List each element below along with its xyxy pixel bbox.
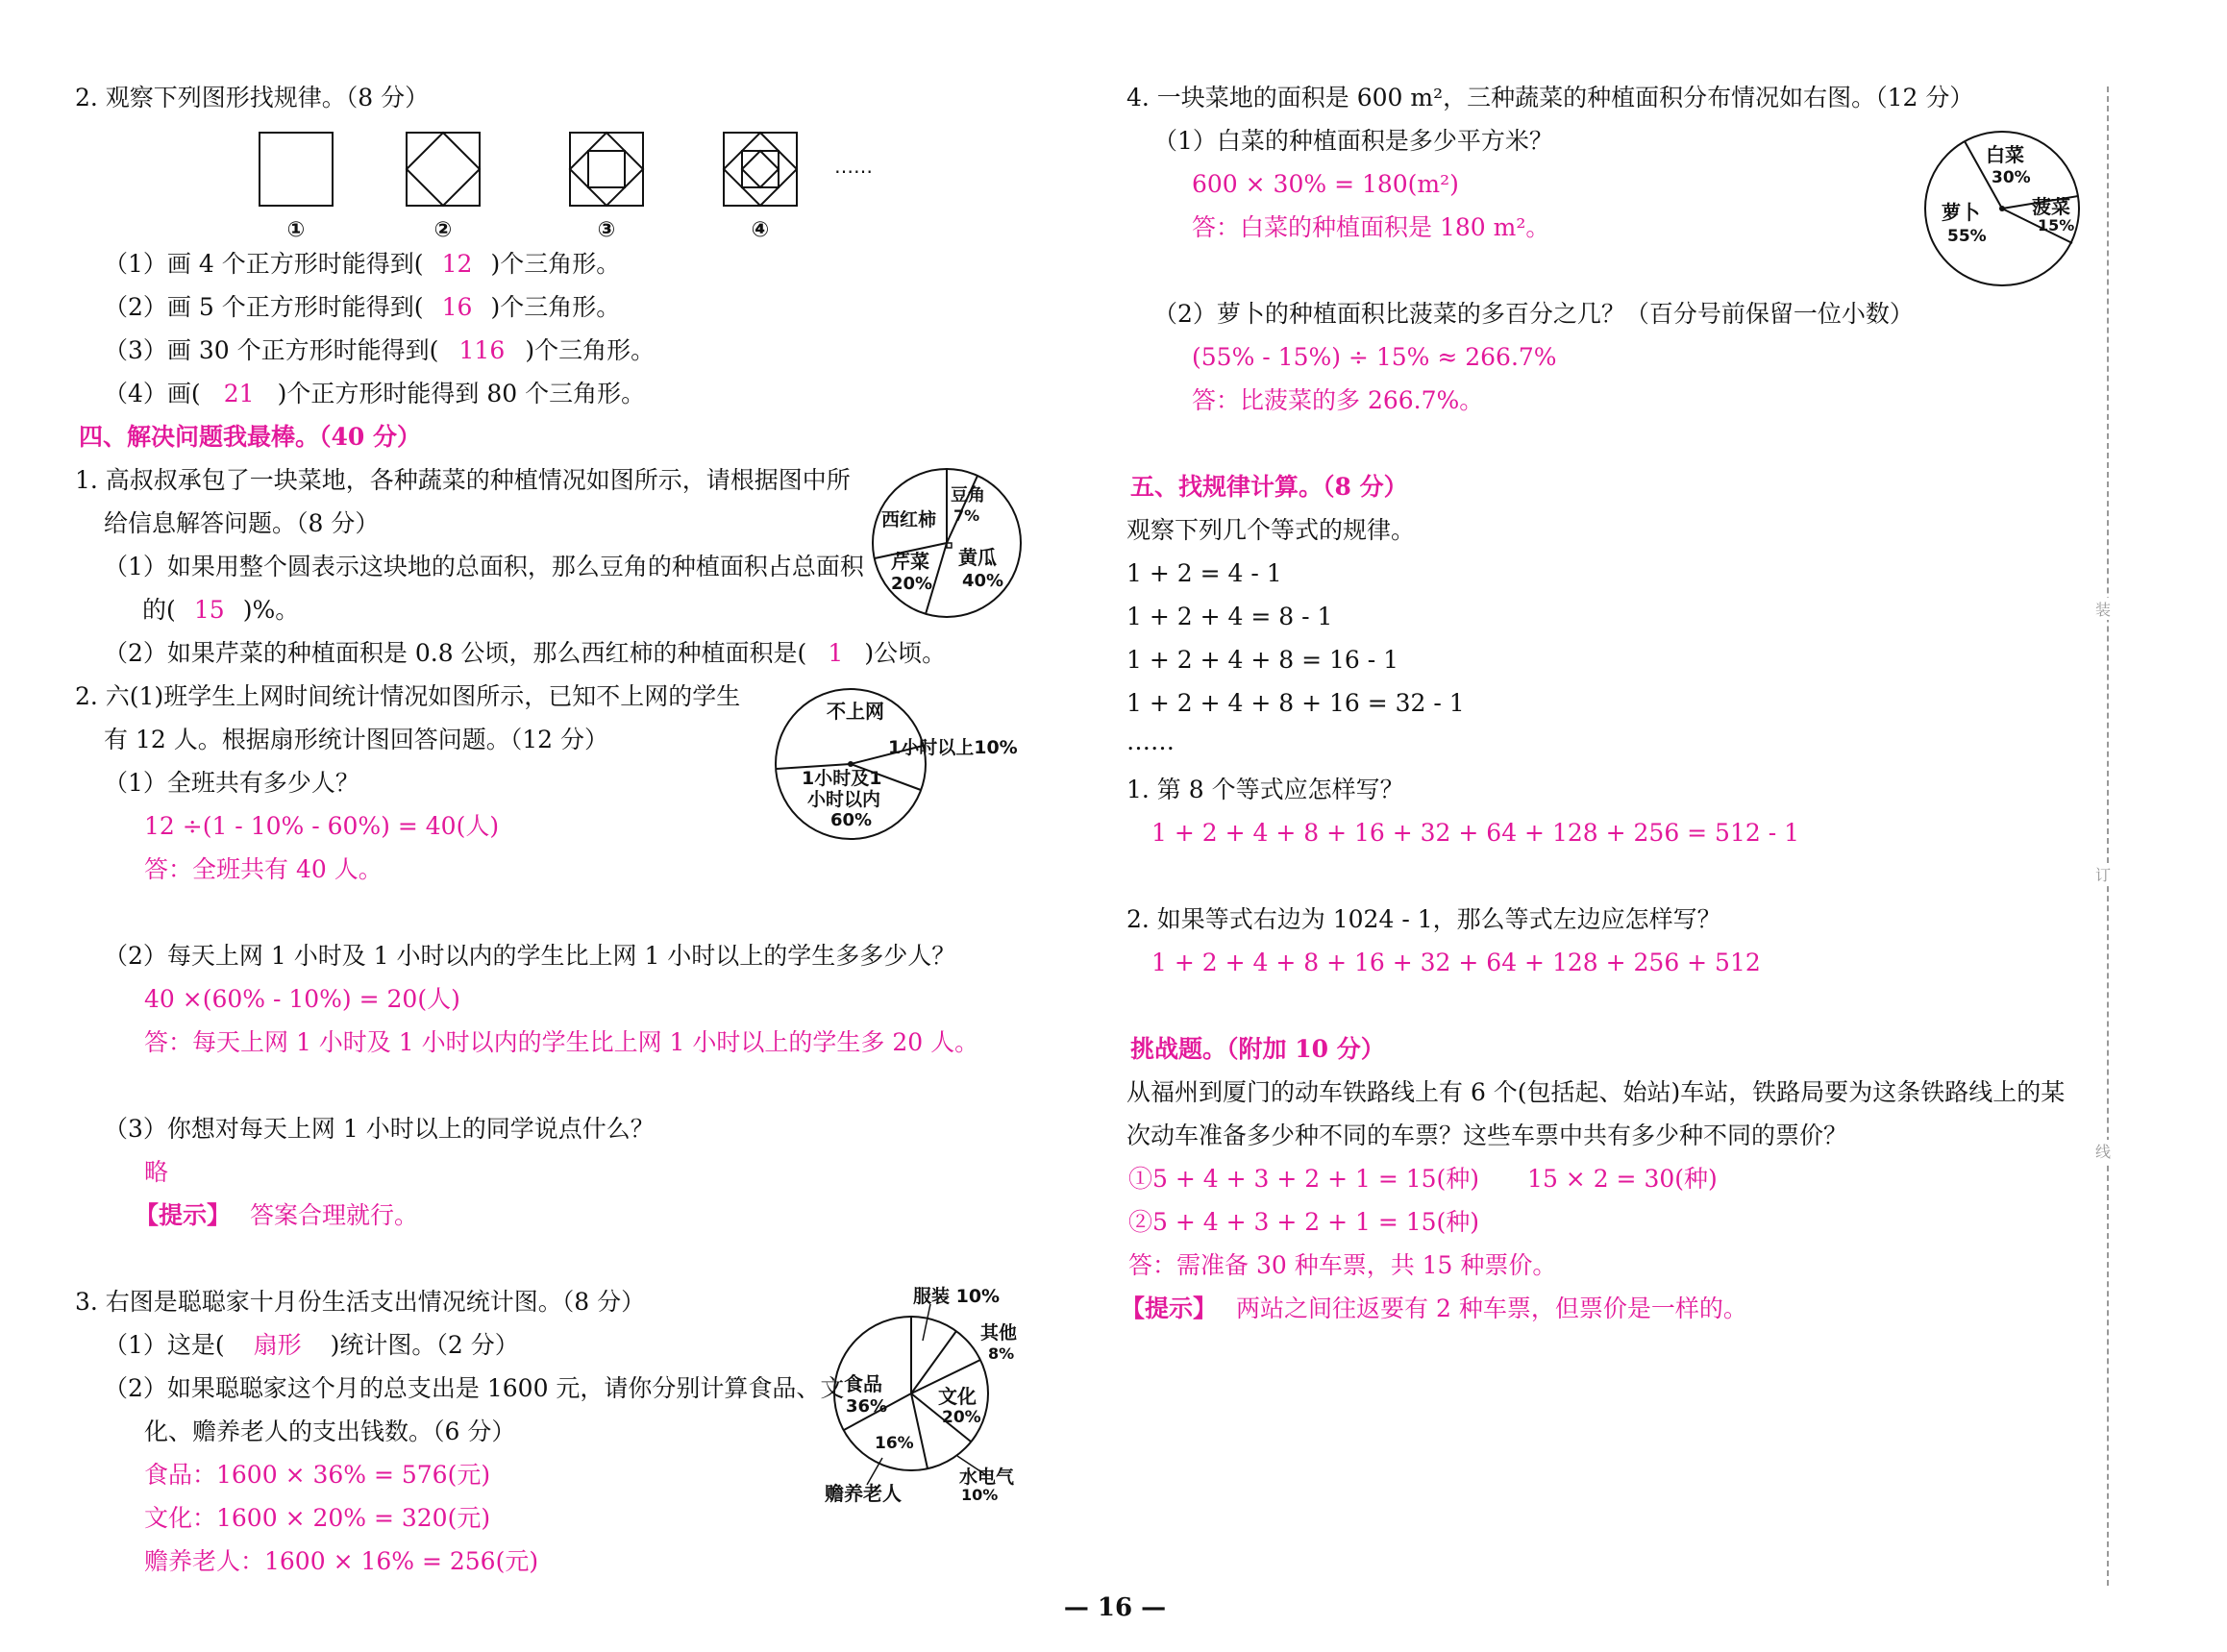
p5-equation-1: 1 + 2 = 4 - 1: [1126, 559, 1282, 587]
q2-item-1: （1）画 4 个正方形时能得到( 12 )个三角形。: [104, 250, 621, 278]
p2-line-1: 2. 六(1)班学生上网时间统计情况如图所示，已知不上网的学生: [75, 682, 741, 710]
pie1-label-huanggua: 黄瓜: [958, 546, 997, 569]
p2-internet-pie: [769, 684, 1038, 848]
pie1-pct-doujiao: 7%: [953, 506, 980, 525]
p4-sub1: （1）白菜的种植面积是多少平方米？: [1153, 127, 1553, 155]
q2-item-4: （4）画( 21 )个正方形时能得到 80 个三角形。: [104, 380, 646, 407]
p2-hint: 【提示】 答案合理就行。: [135, 1201, 419, 1229]
p5-answer-2: 1 + 2 + 4 + 8 + 16 + 32 + 64 + 128 + 256 + 512: [1151, 949, 1761, 976]
p2-sub2-calc: 40 ×(60% - 10%) = 20(人): [144, 985, 460, 1013]
p3-sub1: （1）这是( 扇形 )统计图。（2 分）: [104, 1331, 519, 1359]
p2-sub2-answer: 答：每天上网 1 小时及 1 小时以内的学生比上网 1 小时以上的学生多 20 人。: [144, 1028, 979, 1056]
q2-answer-4: 21: [223, 380, 255, 407]
p4-line-1: 4. 一块菜地的面积是 600 m²，三种蔬菜的种植面积分布情况如右图。（12 分）: [1126, 84, 1974, 111]
p2-sub1: （1）全班共有多少人？: [104, 769, 359, 797]
pattern-figure-1: [260, 133, 333, 206]
pie4-pct-spinach: 15%: [2038, 216, 2075, 234]
pie3-label-food: 食品: [844, 1372, 882, 1395]
p2-sub3-answer: 略: [144, 1158, 169, 1186]
challenge-line-1: 从福州到厦门的动车铁路线上有 6 个(包括起、始站)车站，铁路局要为这条铁路线上的某: [1126, 1078, 2066, 1106]
p3-sub2-line-1: （2）如果聪聪家这个月的总支出是 1600 元，请你分别计算食品、文: [104, 1374, 845, 1402]
binding-char-3: 线: [2095, 1140, 2111, 1162]
pie3-label-clothing: 服装 10%: [913, 1286, 1001, 1307]
pattern-ellipsis: ……: [834, 155, 873, 178]
pie2-label-within1h-b: 小时以内: [807, 789, 881, 810]
p1-sub2-answer: 1: [828, 639, 844, 667]
pattern-label-4: ④: [751, 218, 770, 242]
pie2-label-none: 不上网: [827, 700, 884, 723]
p4-sub1-calc: 600 × 30% = 180(m²): [1192, 170, 1459, 198]
q2-answer-1: 12: [441, 250, 473, 278]
p3-calc-culture: 文化：1600 × 20% = 320(元): [144, 1504, 491, 1532]
pie3-pct-culture: 20%: [942, 1408, 981, 1427]
p5-answer-1: 1 + 2 + 4 + 8 + 16 + 32 + 64 + 128 + 256 = 512 - 1: [1151, 819, 1800, 847]
p5-equation-4: 1 + 2 + 4 + 8 + 16 = 32 - 1: [1126, 689, 1465, 717]
pattern-figure-4: [724, 133, 797, 206]
p4-sub2: （2）萝卜的种植面积比菠菜的多百分之几？（百分号前保留一位小数）: [1153, 300, 1914, 328]
pie4-pct-radish: 55%: [1947, 227, 1987, 246]
q2-item-2: （2）画 5 个正方形时能得到( 16 )个三角形。: [104, 293, 621, 321]
binding-dashed-line: [2107, 86, 2115, 1586]
binding-char-2: 订: [2095, 863, 2111, 885]
p4-sub2-answer: 答：比菠菜的多 266.7%。: [1192, 386, 1484, 414]
pie1-pct-huanggua: 40%: [962, 571, 1004, 591]
pie3-pct-elderly: 16%: [875, 1434, 914, 1453]
challenge-answer-3: 答：需准备 30 种车票，共 15 种票价。: [1128, 1251, 1557, 1279]
pie2-pct-within1h: 60%: [830, 810, 873, 830]
pie3-pct-food: 36%: [846, 1396, 888, 1417]
challenge-line-2: 次动车准备多少种不同的车票？这些车票中共有多少种不同的票价？: [1126, 1122, 1848, 1149]
q2-item-3: （3）画 30 个正方形时能得到( 116 )个三角形。: [104, 336, 656, 364]
p2-sub2: （2）每天上网 1 小时及 1 小时以内的学生比上网 1 小时以上的学生多多少人？: [104, 942, 956, 970]
challenge-answer-2: ②5 + 4 + 3 + 2 + 1 = 15(种): [1128, 1208, 1480, 1236]
pie1-label-xihongshi: 西红柿: [881, 509, 937, 530]
pie3-label-elderly: 赡养老人: [825, 1482, 902, 1504]
pie1-pct-qincai: 20%: [891, 574, 933, 594]
p3-sub1-answer: 扇形: [253, 1331, 302, 1359]
pie4-label-spinach: 菠菜: [2032, 195, 2070, 218]
p2-sub3: （3）你想对每天上网 1 小时以上的同学说点什么？: [104, 1115, 655, 1143]
pie3-pct-other: 8%: [988, 1344, 1015, 1363]
pattern-figure-2: [407, 133, 480, 206]
p2-sub1-calc: 12 ÷(1 - 10% - 60%) = 40(人): [144, 812, 500, 840]
pie2-label-within1h-a: 1小时及1: [802, 768, 882, 789]
square-pattern-figures: [250, 123, 923, 248]
challenge-hint: 【提示】 两站之间往返要有 2 种车票，但票价是一样的。: [1121, 1294, 1747, 1322]
p1-vegetable-pie: [870, 466, 1033, 629]
p4-sub1-answer: 答：白菜的种植面积是 180 m²。: [1192, 213, 1550, 241]
p2-line-2: 有 12 人。根据扇形统计图回答问题。（12 分）: [104, 726, 608, 753]
pie4-label-radish: 萝卜: [1942, 201, 1980, 224]
challenge-answer-1: ①5 + 4 + 3 + 2 + 1 = 15(种) 15 × 2 = 30(种): [1128, 1165, 1718, 1193]
pie3-pct-utilities: 10%: [961, 1486, 999, 1504]
p3-line-1: 3. 右图是聪聪家十月份生活支出情况统计图。（8 分）: [75, 1288, 646, 1316]
pie1-label-qincai: 芹菜: [891, 550, 929, 573]
p1-sub2: （2）如果芹菜的种植面积是 0.8 公顷，那么西红柿的种植面积是( 1 )公顷。: [104, 639, 947, 667]
p1-sub1-answer: 15: [193, 596, 225, 624]
section-4-heading: 四、解决问题我最棒。（40 分）: [79, 423, 421, 451]
p3-sub2-line-2: 化、赡养老人的支出钱数。（6 分）: [144, 1418, 516, 1445]
p5-intro: 观察下列几个等式的规律。: [1126, 516, 1416, 544]
pattern-label-2: ②: [433, 218, 453, 242]
p5-equation-2: 1 + 2 + 4 = 8 - 1: [1126, 603, 1333, 630]
pattern-label-3: ③: [597, 218, 616, 242]
p5-question-2: 2. 如果等式右边为 1024 - 1，那么等式左边应怎样写？: [1126, 905, 1721, 933]
pie4-pct-cabbage: 30%: [1992, 168, 2031, 187]
p5-question-1: 1. 第 8 个等式应怎样写？: [1126, 776, 1404, 803]
p4-sub2-calc: (55% - 15%) ÷ 15% ≈ 266.7%: [1192, 343, 1557, 371]
pie3-label-culture: 文化: [938, 1385, 977, 1408]
pie3-label-other: 其他: [980, 1322, 1018, 1344]
q2-title: 2. 观察下列图形找规律。（8 分）: [75, 84, 430, 111]
binding-char-1: 装: [2095, 598, 2111, 620]
p4-vegetable-pie: [1920, 127, 2084, 290]
pie2-label-over1h: 1小时以上10%: [888, 737, 1018, 758]
p1-sub1-line-2: 的( 15 )%。: [142, 596, 300, 624]
p5-equation-3: 1 + 2 + 4 + 8 = 16 - 1: [1126, 646, 1399, 674]
page-number: — 16 —: [1063, 1593, 1167, 1622]
pattern-figure-3: [570, 133, 643, 206]
challenge-heading: 挑战题。（附加 10 分）: [1130, 1035, 1385, 1063]
p1-sub1-line-1: （1）如果用整个圆表示这块地的总面积，那么豆角的种植面积占总面积: [104, 553, 864, 580]
q2-answer-2: 16: [441, 293, 473, 321]
p3-calc-elderly: 赡养老人：1600 × 16% = 256(元): [144, 1547, 539, 1575]
pie1-label-doujiao: 豆角: [951, 485, 985, 505]
p5-ellipsis: ……: [1126, 727, 1175, 755]
p1-line-2: 给信息解答问题。（8 分）: [104, 509, 380, 537]
p3-calc-food: 食品：1600 × 36% = 576(元): [144, 1461, 491, 1489]
p2-sub1-answer: 答：全班共有 40 人。: [144, 855, 383, 883]
pie4-label-cabbage: 白菜: [1986, 143, 2024, 166]
pattern-label-1: ①: [286, 218, 306, 242]
section-5-heading: 五、找规律计算。（8 分）: [1130, 473, 1408, 501]
p1-line-1: 1. 高叔叔承包了一块菜地，各种蔬菜的种植情况如图所示，请根据图中所: [75, 466, 851, 494]
pie3-label-utilities: 水电气: [959, 1467, 1015, 1488]
q2-answer-3: 116: [458, 336, 506, 364]
p3-expense-pie: [815, 1283, 1036, 1504]
